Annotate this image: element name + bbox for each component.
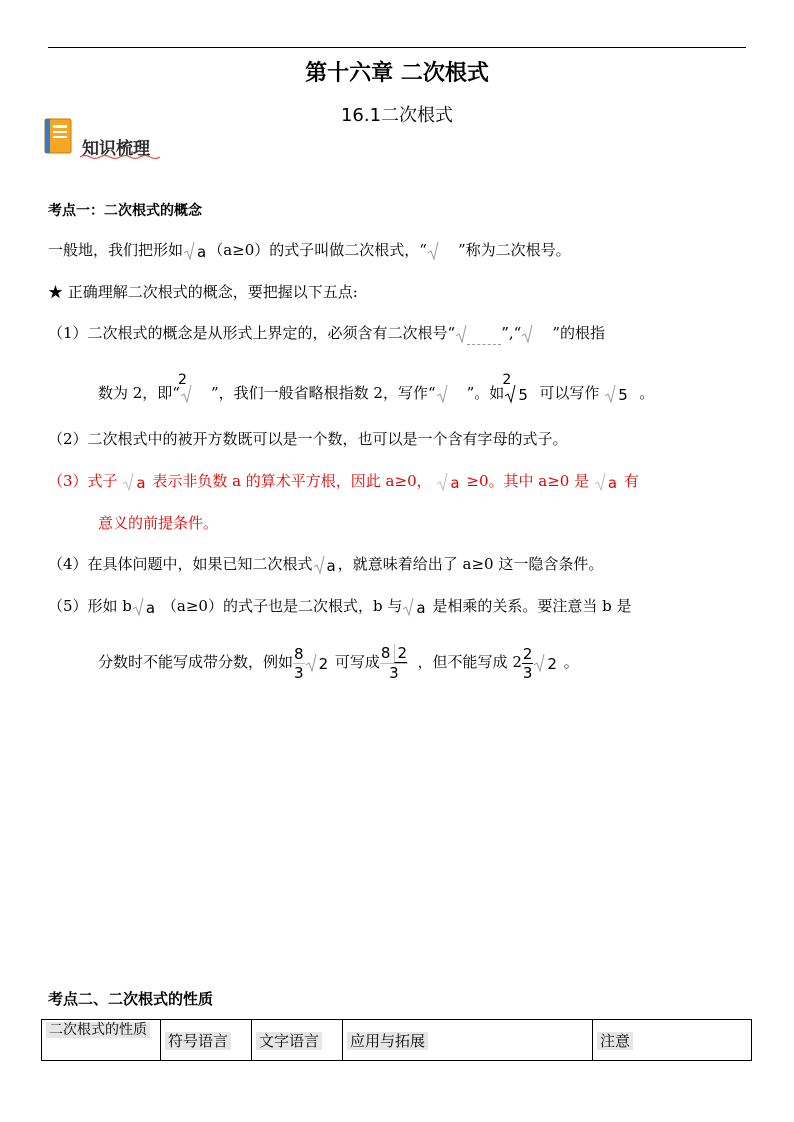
item3-line2: 意义的前提条件。 xyxy=(98,514,219,532)
radical-symbol: 5 xyxy=(604,383,630,405)
table-header-cell: 应用与拓展 xyxy=(343,1020,593,1060)
table-header-cell: 二次根式的性质 xyxy=(42,1020,161,1060)
radical-symbol: a xyxy=(183,240,208,262)
radical-symbol: a xyxy=(122,471,147,493)
radical-with-index: 2 xyxy=(180,383,211,405)
fraction: $\frac{2}{3}$ xyxy=(522,644,533,682)
knowledge-badge xyxy=(42,116,182,162)
fraction: $\frac{8 2}{3}$ xyxy=(380,644,407,682)
definition-line: 一般地，我们把形如 a （a≥0）的式子叫做二次根式，“ ”称为二次根号。 xyxy=(48,241,571,261)
fraction: $\frac{8}{3}$ xyxy=(294,644,304,682)
item4-line: （4）在具体问题中，如果已知二次根式 a ，就意味着给出了 a≥0 这一隐含条件。 xyxy=(48,555,604,575)
section-title: 16.1二次根式 xyxy=(340,105,454,126)
item1-line2: 数为 2，即“ 2 ”，我们一般省略根指数 2，写作“ ”。如 2 5 可以写作 5 。 xyxy=(98,372,655,404)
header-rule xyxy=(48,47,746,48)
item3-line1: （3）式子 a 表示非负数 a 的算术平方根，因此 a≥0， a ≥0。其中 a≥0 是 a 有 xyxy=(48,472,639,492)
wave-underline xyxy=(80,154,160,160)
radical-symbol xyxy=(427,240,458,262)
item1-line1: （1）二次根式的概念是从形式上界定的，必须含有二次根号“ ”,“ ”的根指 xyxy=(48,322,605,345)
radical-symbol: a xyxy=(436,471,461,493)
table-header-cell: 文字语言 xyxy=(252,1020,343,1060)
item2-line: （2）二次根式中的被开方数既可以是一个数，也可以是一个含有字母的式子。 xyxy=(48,430,568,448)
radical-with-index: 2 5 xyxy=(502,372,528,404)
radical-symbol xyxy=(455,323,501,345)
item5-line1: （5）形如 b a （a≥0）的式子也是二次根式，b 与 a 是相乘的关系。要注意当 b 是 xyxy=(48,597,632,617)
radical-symbol xyxy=(436,383,467,405)
radical-symbol: a xyxy=(313,554,338,576)
chapter-title: 第十六章 二次根式 xyxy=(305,61,489,86)
radical-symbol: a xyxy=(132,596,157,618)
notebook-icon xyxy=(42,118,74,156)
badge-label: 知识梳理 xyxy=(82,139,150,159)
point1-heading: 考点一：二次根式的概念 xyxy=(48,203,202,219)
radical-symbol: 2 xyxy=(533,652,559,674)
point2-heading: 考点二、二次根式的性质 xyxy=(48,990,214,1008)
radical-symbol: a xyxy=(402,596,427,618)
table-header-cell: 符号语言 xyxy=(161,1020,252,1060)
item5-line2: 分数时不能写成带分数，例如 $\frac{8}{3}$ 2 可写成 $\frac{8 2}{3}$ ，但不能写成 2 $\frac{2}{3}$ 2 。 xyxy=(98,644,579,682)
radical-symbol xyxy=(521,323,552,345)
radical-symbol: 2 xyxy=(305,652,331,674)
radical-symbol: a xyxy=(594,471,619,493)
table-header-cell: 注意 xyxy=(593,1020,751,1060)
properties-table xyxy=(41,1019,752,1061)
star-line: ★ 正确理解二次根式的概念，要把握以下五点: xyxy=(48,283,358,301)
